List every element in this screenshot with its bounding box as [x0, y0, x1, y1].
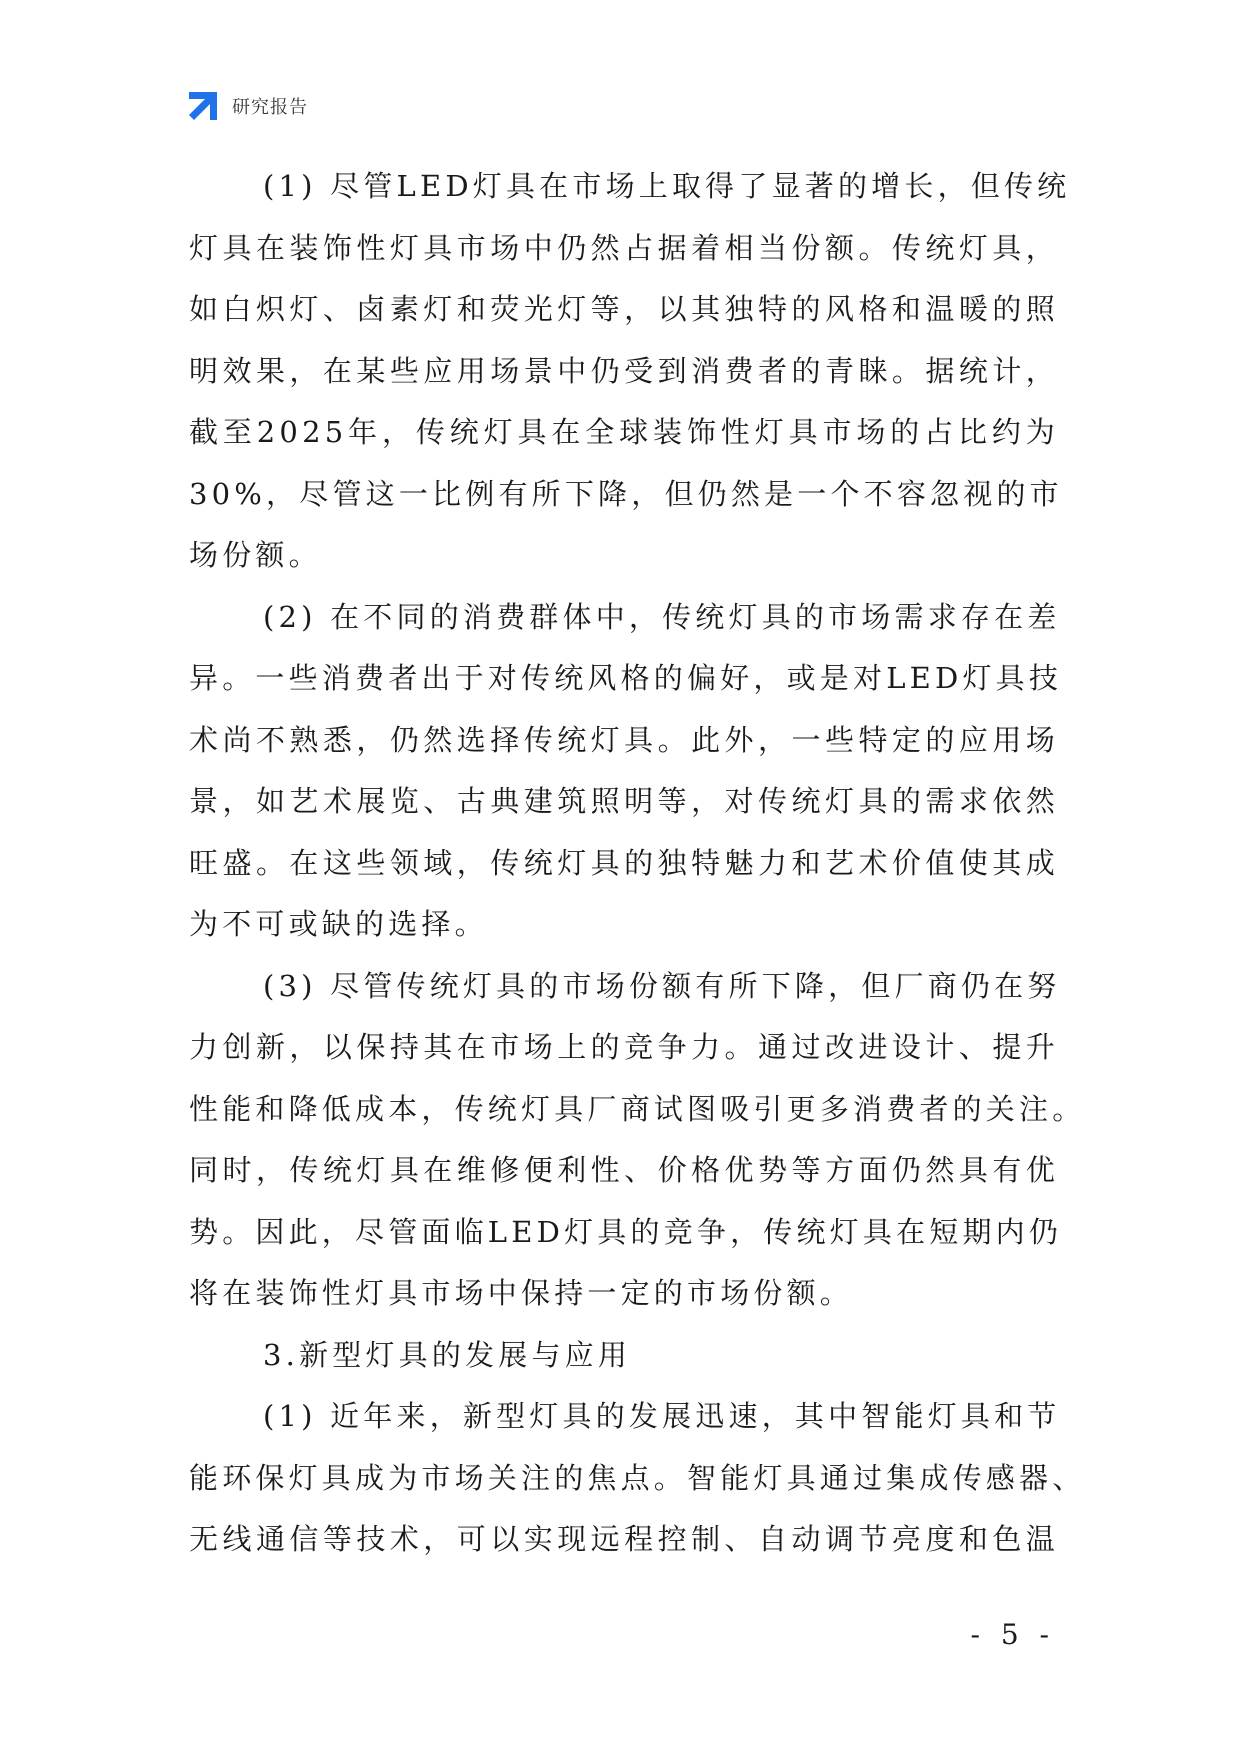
text-line: 同时，传统灯具在维修便利性、价格优势等方面仍然具有优 [189, 1153, 1059, 1187]
text-line: 性能和降低成本，传统灯具厂商试图吸引更多消费者的关注。 [189, 1091, 1086, 1126]
page-number: - 5 - [970, 1618, 1055, 1651]
text-line: 将在装饰性灯具市场中保持一定的市场份额。 [189, 1276, 854, 1310]
text-line: (1) 近年来，新型灯具的发展迅速，其中智能灯具和节 [263, 1399, 1061, 1433]
text-line: 无线通信等技术，可以实现远程控制、自动调节亮度和色温 [189, 1522, 1059, 1556]
text-line: 如白炽灯、卤素灯和荧光灯等，以其独特的风格和温暖的照 [189, 292, 1059, 326]
text-line: 异。一些消费者出于对传统风格的偏好，或是对LED灯具技 [189, 661, 1063, 695]
text-line: 能环保灯具成为市场关注的焦点。智能灯具通过集成传感器、 [189, 1460, 1086, 1495]
text-line: 30%，尽管这一比例有所下降，但仍然是一个不容忽视的市 [189, 476, 1063, 511]
text-line: (2) 在不同的消费群体中，传统灯具的市场需求存在差 [263, 599, 1061, 634]
text-line: 灯具在装饰性灯具市场中仍然占据着相当份额。传统灯具， [189, 230, 1059, 265]
report-header [186, 88, 308, 124]
text-line: 势。因此，尽管面临LED灯具的竞争，传统灯具在短期内仍 [189, 1214, 1063, 1249]
text-line: 明效果，在某些应用场景中仍受到消费者的青睐。据统计， [189, 353, 1059, 388]
text-line: 力创新，以保持其在市场上的竞争力。通过改进设计、提升 [189, 1030, 1059, 1064]
text-line: 旺盛。在这些领域，传统灯具的独特魅力和艺术价值使其成 [189, 845, 1059, 880]
text-line: 为不可或缺的选择。 [189, 907, 488, 941]
paragraph [189, 587, 1063, 956]
text-line: 景，如艺术展览、古典建筑照明等，对传统灯具的需求依然 [189, 784, 1059, 818]
paragraph [189, 956, 1086, 1325]
text-line: 场份额。 [189, 538, 322, 572]
paragraph [189, 156, 1071, 587]
section-heading [189, 1325, 1059, 1387]
text-line: (3) 尽管传统灯具的市场份额有所下降，但厂商仍在努 [263, 968, 1061, 1003]
header-title: 研究报告 [232, 97, 308, 118]
document-body [189, 156, 1086, 1571]
paragraph [189, 1386, 1086, 1571]
text-line: 截至2025年，传统灯具在全球装饰性灯具市场的占比约为 [189, 415, 1059, 449]
text-line: (1) 尽管LED灯具在市场上取得了显著的增长，但传统 [263, 169, 1071, 203]
heading-line: 3.新型灯具的发展与应用 [263, 1337, 632, 1372]
text-line: 术尚不熟悉，仍然选择传统灯具。此外，一些特定的应用场 [189, 722, 1059, 757]
arrow-logo-icon [186, 89, 220, 123]
